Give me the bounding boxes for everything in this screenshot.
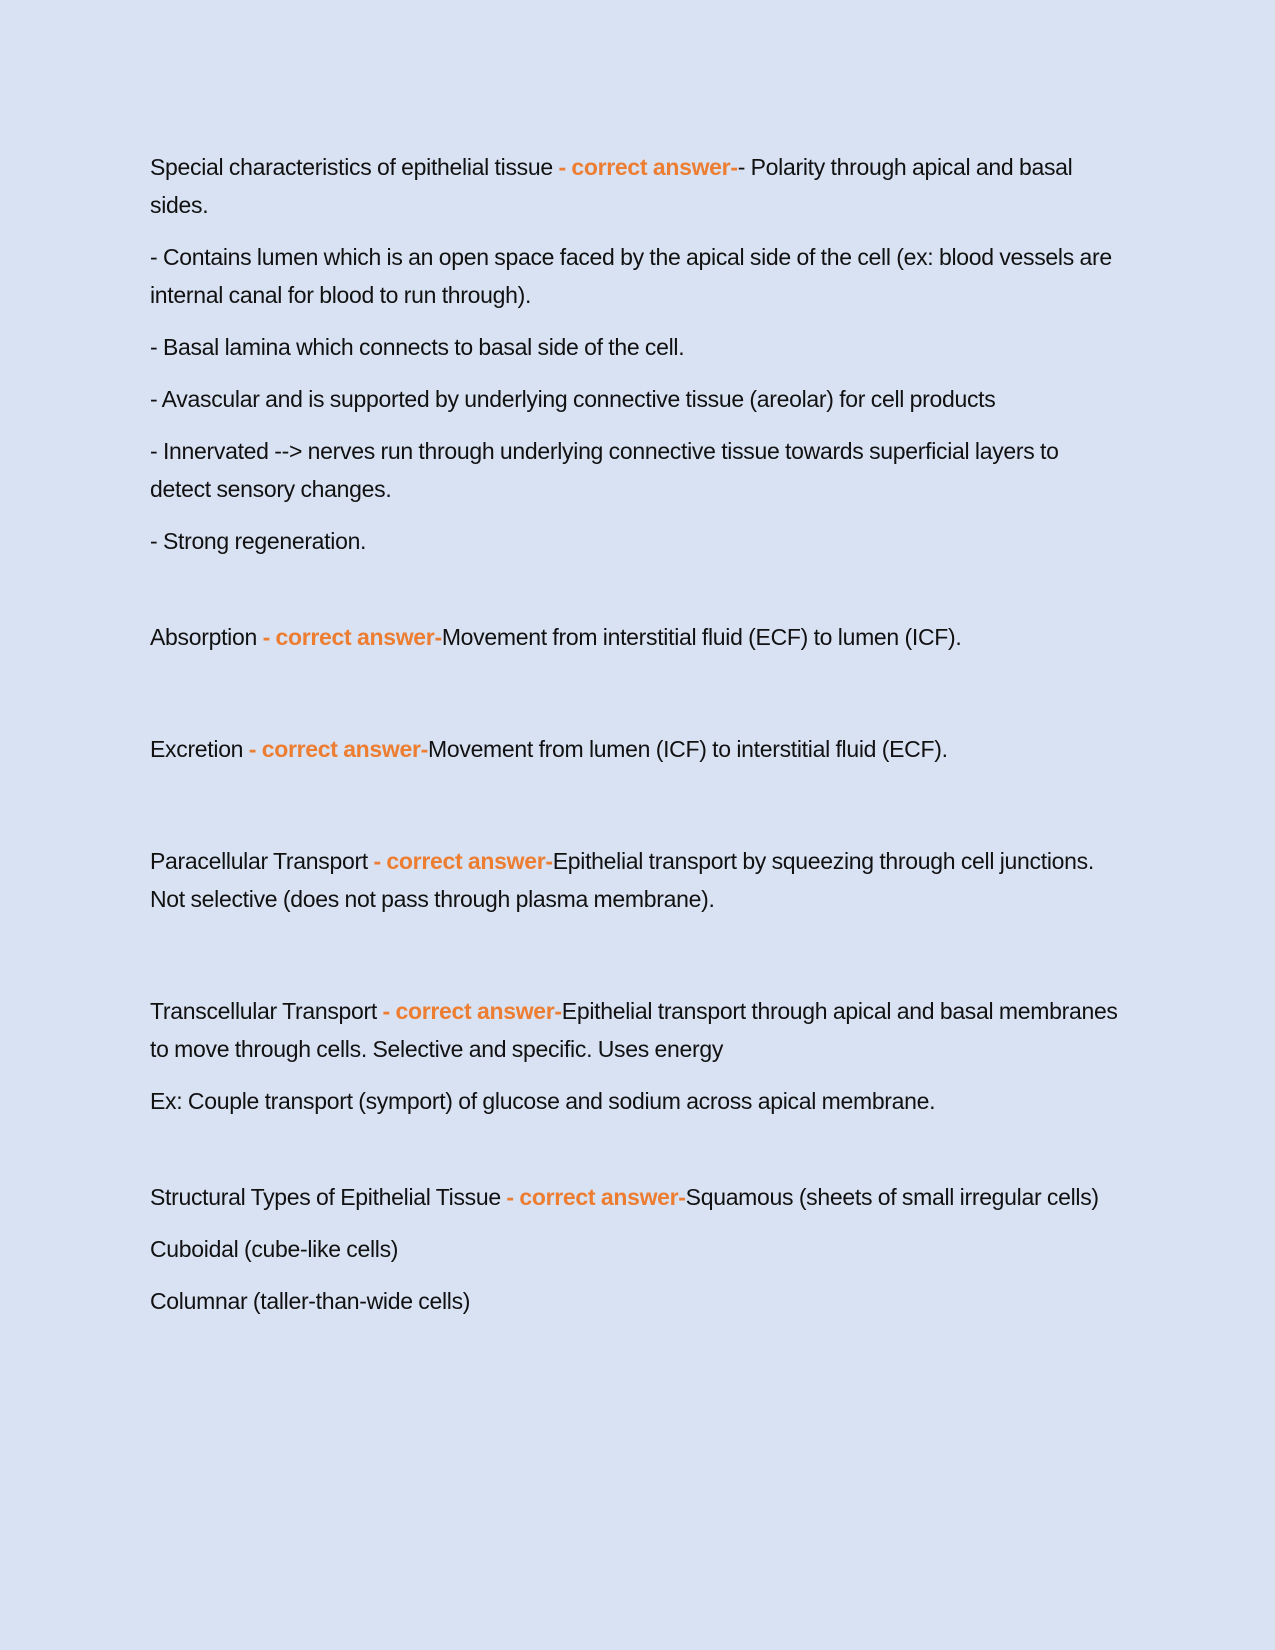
answer-text: Movement from interstitial fluid (ECF) to lumen (ICF). [441, 624, 962, 650]
spacer [150, 932, 1120, 992]
entry-question-line [150, 730, 1120, 768]
answer-line: - Basal lamina which connects to basal side of the cell. [150, 334, 685, 360]
answer-text: Epithelial transport by squeezing through cell junctions. Not selective (does not pass through plasma membrane). [150, 848, 1094, 912]
entry-question-line [150, 1178, 1120, 1216]
flashcard-entry [150, 618, 1120, 656]
entry-question-line [150, 148, 1120, 224]
correct-answer-marker: - correct answer- [373, 848, 553, 874]
correct-answer-marker: - correct answer- [262, 624, 442, 650]
answer-text: Movement from lumen (ICF) to interstitial fluid (ECF). [428, 736, 948, 762]
document-page [150, 148, 1120, 1334]
correct-answer-marker: - correct answer- [248, 736, 429, 762]
flashcard-entry [150, 730, 1120, 768]
correct-answer-marker: - correct answer- [506, 1184, 686, 1210]
term-text: Transcellular Transport [150, 998, 383, 1024]
entry-question-line [150, 842, 1120, 918]
answer-line: - Avascular and is supported by underlying connective tissue (areolar) for cell products [150, 386, 996, 412]
answer-text: - Polarity through apical and basal sides. [150, 154, 1073, 218]
entry-question-line [150, 992, 1120, 1068]
flashcard-entry [150, 1178, 1120, 1320]
flashcard-entry [150, 842, 1120, 918]
spacer [150, 782, 1120, 842]
correct-answer-marker: - correct answer- [558, 154, 738, 180]
answer-line: Columnar (taller-than-wide cells) [150, 1288, 471, 1314]
term-text: Absorption [150, 624, 263, 650]
correct-answer-marker: - correct answer- [382, 998, 562, 1024]
answer-line: Cuboidal (cube-like cells) [150, 1236, 399, 1262]
answer-line: Ex: Couple transport (symport) of glucose and sodium across apical membrane. [150, 1088, 936, 1114]
term-text: Special characteristics of epithelial tissue [150, 154, 559, 180]
flashcard-entry [150, 992, 1120, 1120]
answer-text: Epithelial transport through apical and basal membranes to move through cells. Selective and specific. Uses energy [150, 998, 1118, 1062]
term-text: Paracellular Transport [150, 848, 374, 874]
spacer [150, 574, 1120, 618]
term-text: Structural Types of Epithelial Tissue [150, 1184, 507, 1210]
spacer [150, 1134, 1120, 1178]
answer-text: Squamous (sheets of small irregular cells) [685, 1184, 1099, 1210]
flashcard-entry [150, 148, 1120, 560]
answer-line: - Strong regeneration. [150, 528, 367, 554]
term-text: Excretion [150, 736, 249, 762]
answer-line: - Contains lumen which is an open space faced by the apical side of the cell (ex: blood vessels are internal canal for blood to run through). [150, 244, 1112, 308]
spacer [150, 670, 1120, 730]
answer-line: - Innervated --> nerves run through underlying connective tissue towards superficial layers to detect sensory changes. [150, 438, 1059, 502]
entry-question-line [150, 618, 1120, 656]
